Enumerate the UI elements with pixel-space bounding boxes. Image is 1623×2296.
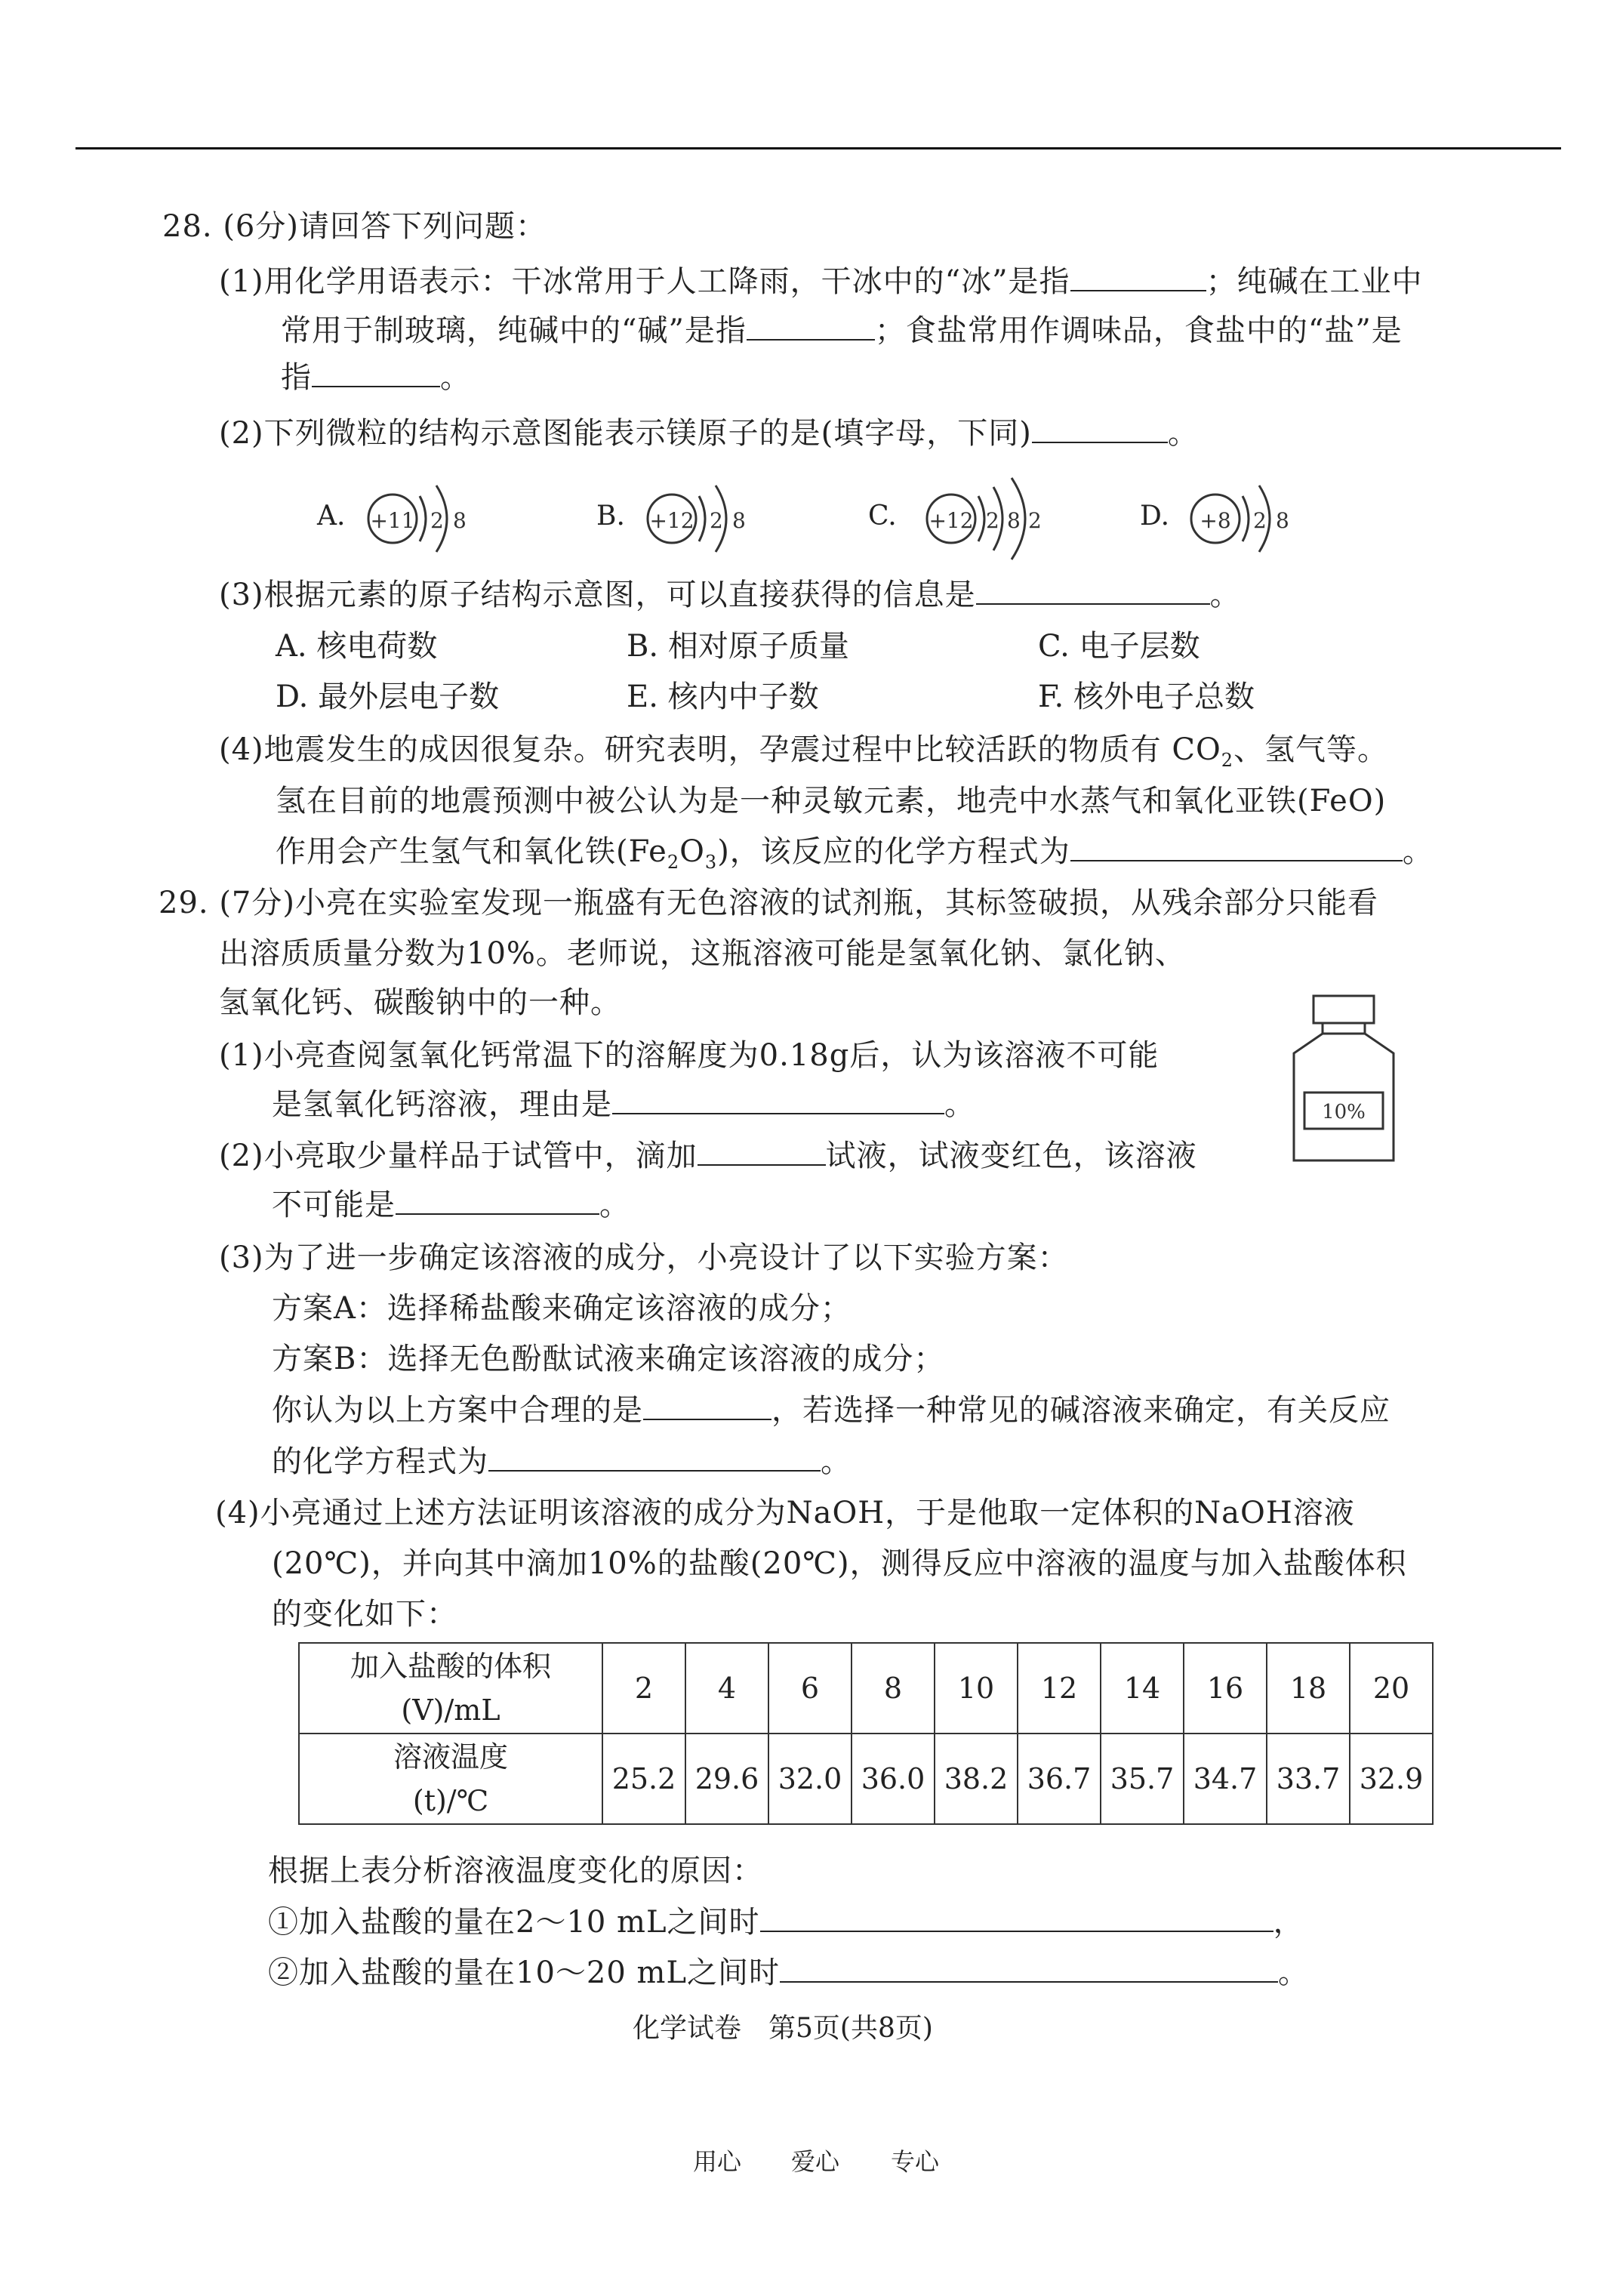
shell-electron-count: 8: [453, 508, 467, 533]
volume-cell: 4: [685, 1643, 768, 1734]
top-divider: [75, 147, 1561, 149]
nucleus-charge: +12: [929, 508, 974, 533]
reagent-bottle-icon: [1283, 993, 1404, 1166]
answer-blank[interactable]: [1070, 263, 1206, 291]
q29-part4-line1: (4)小亮通过上述方法证明该溶液的成分为NaOH，于是他取一定体积的NaOH溶液: [215, 1496, 1355, 1530]
q29-part3-line3: 方案B：选择无色酚酞试液来确定该溶液的成分；: [272, 1342, 945, 1376]
volume-cell: 6: [768, 1643, 852, 1734]
temperature-cell: 32.9: [1350, 1734, 1433, 1824]
answer-blank[interactable]: [643, 1391, 771, 1420]
atom-label: B.: [596, 501, 625, 532]
row-header-temperature: 溶液温度 (t)/℃: [299, 1734, 602, 1824]
shell-electron-count: 8: [732, 508, 746, 533]
temperature-cell: 33.7: [1267, 1734, 1350, 1824]
option-a: A. 核电荷数: [276, 629, 438, 664]
q28-part4-line2: 氢在目前的地震预测中被公认为是一种灵敏元素，地壳中水蒸气和氧化亚铁(FeO): [276, 784, 1387, 818]
footer-slogan-2: 爱心: [791, 2147, 840, 2176]
shell-electron-count: 2: [710, 508, 723, 533]
q28-part3: (3)根据元素的原子结构示意图，可以直接获得的信息是 。: [219, 578, 1241, 612]
temperature-cell: 25.2: [602, 1734, 685, 1824]
answer-blank[interactable]: [747, 312, 875, 341]
q29-line3: 氢氧化钙、碳酸钠中的一种。: [219, 985, 621, 1020]
q29-part4-line2: (20℃)，并向其中滴加10%的盐酸(20℃)，测得反应中溶液的温度与加入盐酸体积: [272, 1546, 1407, 1581]
temperature-cell: 35.7: [1101, 1734, 1184, 1824]
answer-blank[interactable]: [1070, 833, 1403, 861]
option-d: D. 最外层电子数: [276, 680, 500, 714]
answer-blank[interactable]: [396, 1186, 599, 1215]
volume-cell: 18: [1267, 1643, 1350, 1734]
atom-label: D.: [1140, 501, 1170, 532]
atom-label: C.: [868, 501, 897, 532]
table-row-volume: [299, 1643, 1433, 1734]
q29-line2: 出溶质质量分数为10%。老师说，这瓶溶液可能是氢氧化钠、氯化钠、: [219, 936, 1186, 971]
q29-part3-line5: 的化学方程式为 。: [272, 1444, 852, 1479]
option-c: C. 电子层数: [1038, 629, 1200, 664]
temperature-data-table: [298, 1642, 1434, 1825]
q29-analysis-1: ①加入盐酸的量在2～10 mL之间时 ，: [268, 1905, 1304, 1940]
volume-cell: 10: [935, 1643, 1018, 1734]
footer-slogan-1: 用心: [693, 2147, 742, 2176]
temperature-cell: 32.0: [768, 1734, 852, 1824]
q28-part4-line3: 作用会产生氢气和氧化铁$(Fe_2O_3)$，该反应的化学方程式为 。: [276, 834, 1434, 873]
option-e: E. 核内中子数: [627, 680, 819, 714]
nucleus-charge: +8: [1200, 508, 1231, 533]
footer-slogan-3: 专心: [891, 2147, 940, 2176]
shell-electron-count: 2: [1028, 508, 1042, 533]
shell-electron-count: 8: [1007, 508, 1021, 533]
answer-blank[interactable]: [698, 1137, 826, 1166]
volume-cell: 16: [1184, 1643, 1267, 1734]
volume-cell: 14: [1101, 1643, 1184, 1734]
q29-part3-line1: (3)为了进一步确定该溶液的成分，小亮设计了以下实验方案：: [219, 1240, 1069, 1275]
atom-label: A.: [317, 501, 346, 532]
atom-diagram-c: [868, 464, 1064, 578]
table-row-temperature: [299, 1734, 1433, 1824]
answer-blank[interactable]: [760, 1903, 1273, 1932]
answer-blank[interactable]: [312, 359, 440, 387]
q29-part1-line1: (1)小亮查阅氢氧化钙常温下的溶解度为0.18g后，认为该溶液不可能: [219, 1038, 1160, 1073]
option-f: F. 核外电子总数: [1038, 680, 1255, 714]
shell-electron-count: 2: [1253, 508, 1267, 533]
atom-diagram-a: [317, 464, 498, 578]
q28-part1-line3: 指 。: [281, 360, 471, 395]
atom-structure-icon: [596, 464, 778, 578]
q29-part1-line2: 是氢氧化钙溶液，理由是 。: [272, 1087, 975, 1122]
bottle-label: 10%: [1322, 1101, 1366, 1123]
answer-blank[interactable]: [488, 1443, 821, 1472]
page-footer: 化学试卷 第5页(共8页): [633, 2013, 933, 2044]
answer-blank[interactable]: [1032, 415, 1168, 443]
option-b: B. 相对原子质量: [627, 629, 849, 664]
atom-diagram-d: [1140, 464, 1321, 578]
q29-heading: 29. (7分)小亮在实验室发现一瓶盛有无色溶液的试剂瓶，其标签破损，从残余部分只能看: [159, 886, 1378, 920]
answer-blank[interactable]: [612, 1086, 944, 1114]
q29-part3-line2: 方案A：选择稀盐酸来确定该溶液的成分；: [272, 1291, 852, 1326]
q28-part2: (2)下列微粒的结构示意图能表示镁原子的是(填字母，下同) 。: [219, 416, 1199, 451]
nucleus-charge: +11: [370, 508, 415, 533]
temperature-cell: 38.2: [935, 1734, 1018, 1824]
atom-diagram-b: [596, 464, 778, 578]
q28-part4-line1: (4)地震发生的成因很复杂。研究表明，孕震过程中比较活跃的物质有 $CO_2$、氢气等。: [219, 732, 1389, 771]
q29-analysis-intro: 根据上表分析溶液温度变化的原因：: [268, 1854, 763, 1888]
temperature-cell: 29.6: [685, 1734, 768, 1824]
volume-cell: 2: [602, 1643, 685, 1734]
q29-part2-line1: (2)小亮取少量样品于试管中，滴加 试液，试液变红色，该溶液: [219, 1139, 1197, 1173]
atom-structure-icon: [1140, 464, 1321, 578]
q29-part2-line2: 不可能是 。: [272, 1188, 630, 1222]
temperature-cell: 36.7: [1018, 1734, 1101, 1824]
shell-electron-count: 2: [430, 508, 444, 533]
atom-structure-icon: [868, 464, 1064, 578]
shell-electron-count: 8: [1276, 508, 1289, 533]
atom-structure-icon: [317, 464, 498, 578]
q28-part1-line1: (1)用化学用语表示：干冰常用于人工降雨，干冰中的“冰”是指 ；纯碱在工业中: [219, 264, 1423, 299]
nucleus-charge: +12: [649, 508, 694, 533]
temperature-cell: 34.7: [1184, 1734, 1267, 1824]
temperature-cell: 36.0: [852, 1734, 935, 1824]
answer-blank[interactable]: [780, 1954, 1278, 1983]
q29-part3-line4: 你认为以上方案中合理的是 ，若选择一种常见的碱溶液来确定，有关反应: [272, 1393, 1390, 1428]
q29-analysis-2: ②加入盐酸的量在10～20 mL之间时 。: [268, 1955, 1310, 1990]
q29-part4-line3: 的变化如下：: [272, 1597, 457, 1632]
q28-part1-line2: 常用于制玻璃，纯碱中的“碱”是指 ；食盐常用作调味品，食盐中的“盐”是: [281, 313, 1403, 348]
q28-heading: 28. (6分)请回答下列问题：: [162, 209, 547, 244]
volume-cell: 20: [1350, 1643, 1433, 1734]
volume-cell: 8: [852, 1643, 935, 1734]
volume-cell: 12: [1018, 1643, 1101, 1734]
answer-blank[interactable]: [976, 576, 1210, 605]
row-header-volume: 加入盐酸的体积 (V)/mL: [299, 1643, 602, 1734]
shell-electron-count: 2: [986, 508, 999, 533]
